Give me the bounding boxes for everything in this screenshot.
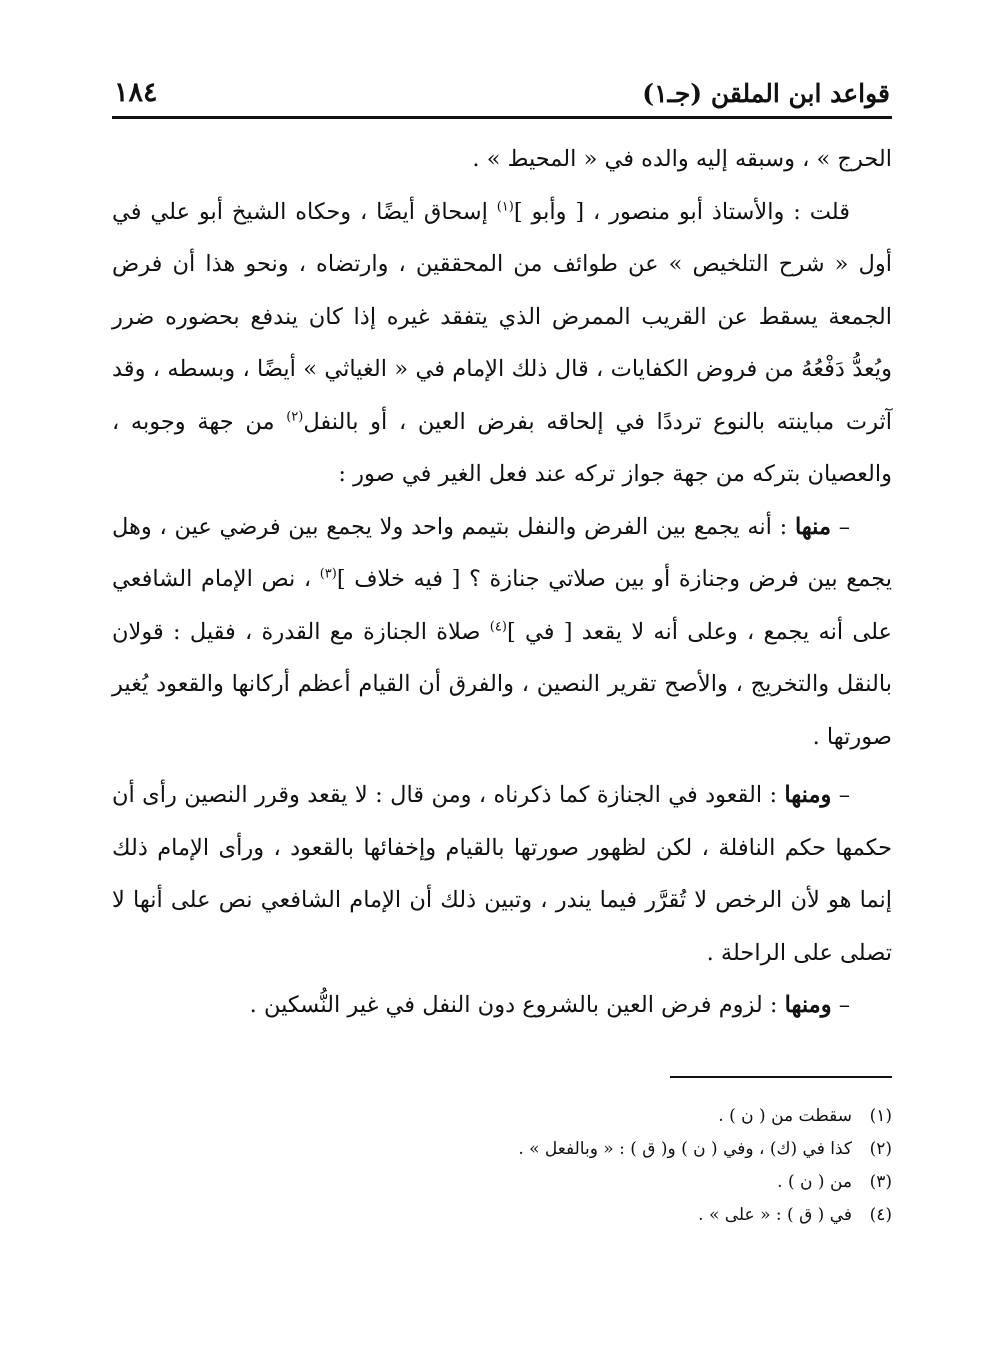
footnote-ref: (٤) xyxy=(489,619,507,634)
footnote-text: كذا في (ك) ، وفي ( ن ) و( ق ) : « وبالفعل » . xyxy=(518,1138,852,1159)
footnote-ref: (٢) xyxy=(286,409,304,424)
text-segment: : لزوم فرض العين بالشروع دون النفل في غير النُّسكين . xyxy=(249,992,785,1018)
paragraph-4 xyxy=(112,769,892,979)
text-segment: ، نص الإمام الشافعي على أنه يجمع ، وعلى أنه لا يقعد [ في ] xyxy=(112,566,892,645)
book-page xyxy=(112,62,892,1232)
text-segment: – xyxy=(831,992,850,1018)
footnotes xyxy=(112,1100,892,1232)
section-keyword: ومنها xyxy=(784,992,832,1018)
text-segment: إسحاق أيضًا ، وحكاه الشيخ أبو علي في أول « شرح التلخيص » عن طوائف من المحققين ، وارتضاه ، ونحو هذا أن فرض الجمعة يسقط عن القريب الممرض الذي يتفقد غيره إذا كان يندفع بحضوره ضرر ويُعدُّ دَفْعُهُ من فروض الكفايات ، قال ذلك الإمام في « الغياثي » أيضًا ، وبسطه ، وقد آثرت مباينته بالنوع ترددًا في إلحاقه بفرض العين ، أو بالنفل xyxy=(112,198,892,435)
text-segment: – xyxy=(831,782,850,808)
text-segment: – xyxy=(831,513,851,540)
footnote-rule xyxy=(670,1076,892,1078)
paragraph-2 xyxy=(112,186,892,501)
footnote-text: سقطت من ( ن ) . xyxy=(718,1105,852,1126)
footnote-1 xyxy=(112,1100,892,1133)
main-text xyxy=(112,133,892,1032)
paragraph-3 xyxy=(112,501,892,764)
footnote-number: (١) xyxy=(869,1105,892,1126)
section-keyword: ومنها xyxy=(784,782,832,808)
page-header xyxy=(112,62,892,114)
text-segment: الحرج » ، وسبقه إليه والده في « المحيط » . xyxy=(472,146,892,172)
footnote-4 xyxy=(112,1199,892,1232)
section-keyword: منها xyxy=(794,513,832,540)
footnote-text: في ( ق ) : « على » . xyxy=(698,1204,852,1225)
footnote-text: من ( ن ) . xyxy=(777,1171,852,1192)
text-segment: صلاة الجنازة مع القدرة ، فقيل : قولان بالنقل والتخريج ، والأصح تقرير النصين ، والفرق أن القيام أعظم أركانها والقعود يُغير صورتها . xyxy=(112,618,892,750)
footnote-number: (٢) xyxy=(869,1138,892,1159)
text-segment: من جهة وجوبه ، والعصيان بتركه من جهة جواز تركه عند فعل الغير في صور : xyxy=(112,408,892,487)
text-segment: قلت : والأستاذ أبو منصور ، [ وأبو ] xyxy=(513,198,850,225)
paragraph-1 xyxy=(112,133,892,186)
text-segment: : أنه يجمع بين الفرض والنفل بتيمم واحد ولا يجمع بين فرضي عين ، وهل يجمع بين فرض وجنازة أو بين صلاتي جنازة ؟ [ فيه خلاف ] xyxy=(112,513,892,592)
paragraph-5 xyxy=(112,979,892,1032)
footnote-ref: (٣) xyxy=(319,566,337,582)
footnote-number: (٣) xyxy=(869,1171,892,1192)
header-rule xyxy=(112,116,892,119)
footnote-number: (٤) xyxy=(869,1204,892,1225)
footnote-2 xyxy=(112,1133,892,1166)
page-number: ١٨٤ xyxy=(114,77,158,108)
text-segment: : القعود في الجنازة كما ذكرناه ، ومن قال : لا يقعد وقرر النصين رأى أن حكمها حكم النافلة ، لكن لظهور صورتها بالقيام وإخفائها بالقعود ، ورأى الإمام ذلك إنما هو لأن الرخص لا تُقرَّر فيما يندر ، وتبين ذلك أن الإمام الشافعي نص على أنها لا تصلى على الراحلة . xyxy=(112,782,892,966)
footnote-3 xyxy=(112,1166,892,1199)
footnote-ref: (١) xyxy=(496,199,514,214)
running-title: قواعد ابن الملقن (جـ١) xyxy=(642,79,890,108)
